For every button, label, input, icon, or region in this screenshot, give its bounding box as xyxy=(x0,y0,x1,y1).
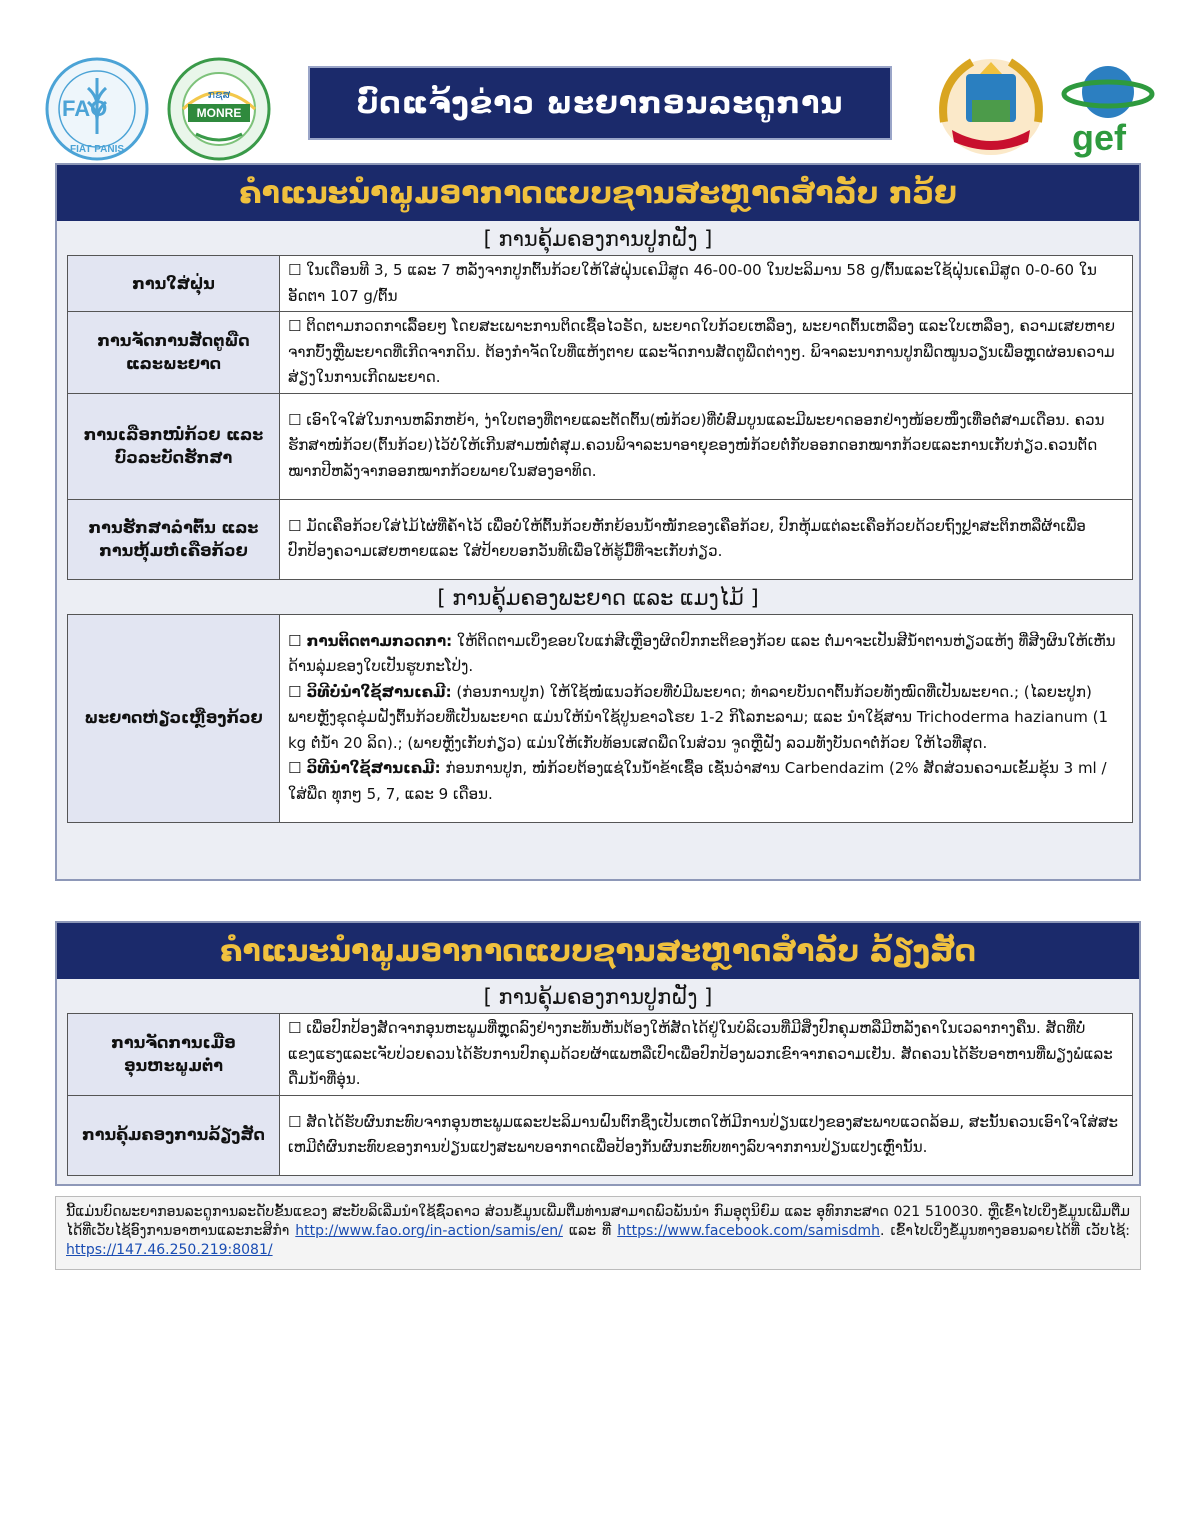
disease-pest-heading: [ ການຄຸ້ມຄອງພະຍາດ ແລະ ແມງໄມ້ ] xyxy=(437,585,759,610)
non-chemical-text: (ກ່ອນການປູກ) ໃຫ້ໃຊ້ໜໍ່ແນວກ້ວຍທີ່ບໍ່ມີພະຍາດ; ທຳລາຍບັນດາຕົ້ນກ້ວຍທັງໝົດທີ່ເປັນພະຍາດ.; (ໄລຍະປູກ) ພາຍຫຼັງຂຸດຂຸ່ມຝັງຕົ້ນກ້ວຍທີ່ເປັນພະຍາດ ແມ່ນໃຫ້ນຳໃຊ້ປູນຂາວໂຮຍ 1-2 ກິໂລກະລາມ; ແລະ ນຳໃຊ້ສານ Trichoderma hazianum (1 kg ຕໍ່ນ້ຳ 20 ລິດ).; (ພາຍຫຼັງເກັບກ່ຽວ) ແມ່ນໃຫ້ເກັບທ້ອນເສດພືດໃນສ່ວນ ຈູດຫຼືຝັງ ລວມທັງບັນດາຕໍ່ກ້ວຍ ໃຫ້ໄວທີ່ສຸດ. xyxy=(288,682,1108,752)
row-label: ການຄຸ້ມຄອງການລ້ຽງສັດ xyxy=(68,1095,280,1175)
table-row xyxy=(68,393,1133,499)
crop-management-table xyxy=(67,255,1133,580)
non-chemical-title: ☐ ວິທີບໍ່ນຳໃຊ້ສານເຄມີ: xyxy=(288,682,452,701)
table-row xyxy=(68,1095,1133,1175)
footer-text: ນີ້ແມ່ນບົດພະຍາກອນລະດູການລະດັບຂັ້ນແຂວງ ສະບັບລິເລີ່ມນຳໃຊ້ຊົ່ວຄາວ ສ່ວນຂໍ້ມູນເພີ່ມຕື່ມທ່ານສາມາດພົວພັນນຳ ກົມອຸຕຸນິຍົມ ແລະ ອຸທົກກະສາດ 021 510030. ຫຼືເຂົ້າໄປເບິ່ງຂໍ້ມູນເພີ່ມຕື່ມໄດ້ທີ່ເວັບໄຊ້ອົງການອາຫານແລະກະສິກຳ xyxy=(66,1204,1130,1239)
livestock-management-heading: [ ການຄຸ້ມຄອງການປູກຝັງ ] xyxy=(483,985,713,1009)
row-text: ☐ ເອົາໃຈໃສ່ໃນການຫລົກຫຍ້າ, ງ່າໃບຕອງທີ່ຕາຍແລະຕັດຕົ້ນ(ໜໍ່ກ້ວຍ)ທີ່ບໍ່ສົມບູນແລະມີພະຍາດອອກຢ່າງໜ້ອຍໜຶ່ງເທື່ອຕໍ່ສາມເດືອນ. ຄວນຮັກສາໜໍ່ກ້ວຍ(ຕົ້ນກ້ວຍ)ໄວ້ບໍ່ໃຫ້ເກີນສາມໜໍ່ຕໍ່ສຸມ.ຄວນພິຈາລະນາອາຍຸຂອງໜໍ່ກ້ວຍຕໍ່ກັບອອກດອກໝາກກ້ວຍແລະການເກັບກ່ຽວ.ຄວນຕັດໝາກປີຫລັງຈາກອອກໝາກກ້ວຍພາຍໃນສອງອາທິດ. xyxy=(280,393,1133,499)
row-label: ການໃສ່ຝຸ່ນ xyxy=(68,256,280,312)
livestock-section xyxy=(55,921,1141,1186)
monre-logo xyxy=(166,56,272,162)
non-chemical-paragraph xyxy=(288,680,1124,757)
banana-section-title: ຄຳແນະນຳພູມອາກາດແບບຊານສະຫຼາດສຳລັບ ກວ້ຍ xyxy=(57,165,1139,221)
lao-emblem xyxy=(932,52,1050,158)
row-text: ☐ ຕິດຕາມກວດກາເລື້ອຍໆ ໂດຍສະເພາະການຕິດເຊື້ອໄວຣັດ, ພະຍາດໃບກ້ວຍເຫລືອງ, ພະຍາດຕົ້ນເຫລືອງ ແລະໃບເຫລືອງ, ຄວາມເສຍຫາຍຈາກບົ້ງຫຼືພະຍາດທີ່ເກີດຈາກດິນ. ຕ້ອງກຳຈັດໃບທີ່ແຫ້ງຕາຍ ແລະຈັດການສັດຕູພືດຕ່າງໆ. ພິຈາລະນາການປູກພືດໝູນວຽນເພື່ອຫຼຸດຜ່ອນຄວາມສ່ຽງໃນການເກີດພະຍາດ. xyxy=(280,312,1133,394)
footer-text-2: . ເຂົ້າໄປເບິ່ງຂໍ້ມູນທາງອອນລາຍໄດ້ທີ່ ເວັບໄຊ້: xyxy=(880,1222,1130,1239)
monitoring-title: ☐ ການຕິດຕາມກວດກາ: xyxy=(288,631,453,650)
crop-management-heading: [ ການຄຸ້ມຄອງການປູກຝັງ ] xyxy=(483,227,713,251)
facebook-link[interactable]: https://www.facebook.com/samisdmh xyxy=(617,1222,881,1239)
row-text xyxy=(280,614,1133,822)
monitoring-text: ໃຫ້ຕິດຕາມເບິ່ງຂອບໃບແກ່ສີເຫຼືອງຜິດປົກກະຕິຂອງກ້ວຍ ແລະ ຕໍ່ມາຈະເປັນສີນ້ຳຕານຫ່ຽວແຫ້ງ ທີ່ສີງຜິນໃຫ້ເຫັນດ້ານລຸ່ມຂອງໃບເປັນຮູບກະໂປ່ງ. xyxy=(288,631,1116,676)
disease-table xyxy=(67,614,1133,823)
row-label: ການຮັກສາລຳຕົ້ນ ແລະການຫຸ້ມຫໍ່ເຄືອກ້ວຍ xyxy=(68,499,280,579)
livestock-section-title: ຄຳແນະນຳພູມອາກາດແບບຊານສະຫຼາດສຳລັບ ລ້ຽງສັດ xyxy=(57,923,1139,979)
fao-logo xyxy=(44,56,150,162)
row-label: ພະຍາດຫ່ຽວເຫຼືອງກ້ວຍ xyxy=(68,614,280,822)
table-row xyxy=(68,256,1133,312)
chemical-paragraph xyxy=(288,756,1124,807)
row-text: ☐ ໃນເດືອນທີ 3, 5 ແລະ 7 ຫລັງຈາກປູກຕົ້ນກ້ວຍໃຫ້ໃສ່ຝຸ່ນເຄມີສູດ 46-00-00 ໃນປະລິມານ 58 g/ຕົ້ນແລະໃຊ້ຝຸ່ນເຄມີສູດ 0-0-60 ໃນອັດຕາ 107 g/ຕົ້ນ xyxy=(280,256,1133,312)
monitoring-paragraph xyxy=(288,629,1124,680)
table-row xyxy=(68,614,1133,822)
footer-and: ແລະ ທີ່ xyxy=(568,1222,612,1239)
row-label: ການເລືອກໜໍ່ກ້ວຍ ແລະບົວລະບັດຮັກສາ xyxy=(68,393,280,499)
gef-logo xyxy=(1060,58,1156,158)
gef-text: gef xyxy=(1072,117,1126,158)
online-data-link[interactable]: https://147.46.250.219:8081/ xyxy=(66,1241,273,1258)
table-row xyxy=(68,1014,1133,1096)
monre-text: MONRE xyxy=(196,106,242,120)
livestock-table xyxy=(67,1013,1133,1176)
page-header xyxy=(0,0,1187,160)
row-text: ☐ ມັດເຄືອກ້ວຍໃສ່ໄມ້ໄຜ່ທີ່ຄ້ຳໄວ້ ເພື່ອບໍ່ໃຫ້ຕົ້ນກ້ວຍຫັກຍ້ອນນ້ຳໜັກຂອງເຄືອກ້ວຍ, ປົກຫຸ້ມແຕ່ລະເຄືອກ້ວຍດ້ວຍຖົງປຼາສະຕິກຫລືຜ້າເພື່ອປົກປ້ອງຄວາມເສຍຫາຍແລະ ໃສ່ປ້າຍບອກວັນທີເພື່ອໃຫ້ຮູ້ມື້ທີ່ຈະເກັບກ່ຽວ. xyxy=(280,499,1133,579)
fao-motto: FIAT PANIS xyxy=(70,144,125,155)
table-row xyxy=(68,312,1133,394)
row-text: ☐ ສັດໄດ້ຮັບຜົນກະທົບຈາກອຸນຫະພູມແລະປະລິມານຝົນຕົກຊຶ່ງເປັນເຫດໃຫ້ມີການປ່ຽນແປງຂອງສະພາບແວດລ້ອມ, ສະນັ້ນຄວນເອົາໃຈໃສ່ສະເຫມີຕໍ່ຜົນກະທົບຂອງການປ່ຽນແປງສະພາບອາກາດເພື່ອປ້ອງກັນຜົນກະທົບທາງລົບຈາກການປ່ຽນແປງເຫຼົ່ານັ້ນ. xyxy=(280,1095,1133,1175)
banana-section xyxy=(55,163,1141,881)
chemical-title: ☐ ວິທີນຳໃຊ້ສານເຄມີ: xyxy=(288,759,441,778)
fao-letters: FAO xyxy=(62,96,108,121)
chemical-text: ກ່ອນການປູກ, ໜໍ່ກ້ວຍຕ້ອງແຊ່ໃນນ້ຳຂ້າເຊື້ອ ເຊັ່ນວ່າສານ Carbendazim (2% ສັດສ່ວນຄວາມເຂັ້ມຂຸ້ນ 3 ml /ໃສ່ພືດ ທຸກໆ 5, 7, ແລະ 9 ເດືອນ. xyxy=(288,759,1107,803)
row-label: ການຈັດການສັດຕູພືດ ແລະພະຍາດ xyxy=(68,312,280,394)
row-label: ການຈັດການເມື່ອອຸນຫະພູມຕ່ຳ xyxy=(68,1014,280,1096)
footer-note xyxy=(55,1196,1141,1270)
table-row xyxy=(68,499,1133,579)
fao-link[interactable]: http://www.fao.org/in-action/samis/en/ xyxy=(295,1222,563,1239)
monre-lao-text: ກຊສ xyxy=(207,88,231,101)
row-text: ☐ ເພື່ອປົກປ້ອງສັດຈາກອຸນຫະພູມທີ່ຫຼຸດລົງຢ່າງກະທັນຫັນຕ້ອງໃຫ້ສັດໄດ້ຢູ່ໃນບໍລິເວນທີ່ມີສິ່ງປົກຄຸມຫລືມີຫລັງຄາໃນເວລາກາງຄືນ. ສັດທີ່ບໍ່ແຂງແຮງແລະເຈັບປ່ວຍຄວນໄດ້ຮັບການປົກຄຸມດ້ວຍຜ້າແພຫລືເປົາເພື່ອປົກປ້ອງພວກເຂົາຈາກຄວາມເຢັນ. ສັດຄວນໄດ້ຮັບອາຫານທີ່ພຽງພໍແລະດື່ມນ້ຳທີ່ອຸ່ນ. xyxy=(280,1014,1133,1096)
page-title: ບົດແຈ້ງຂ່າວ ພະຍາກອນລະດູການ xyxy=(310,68,890,138)
